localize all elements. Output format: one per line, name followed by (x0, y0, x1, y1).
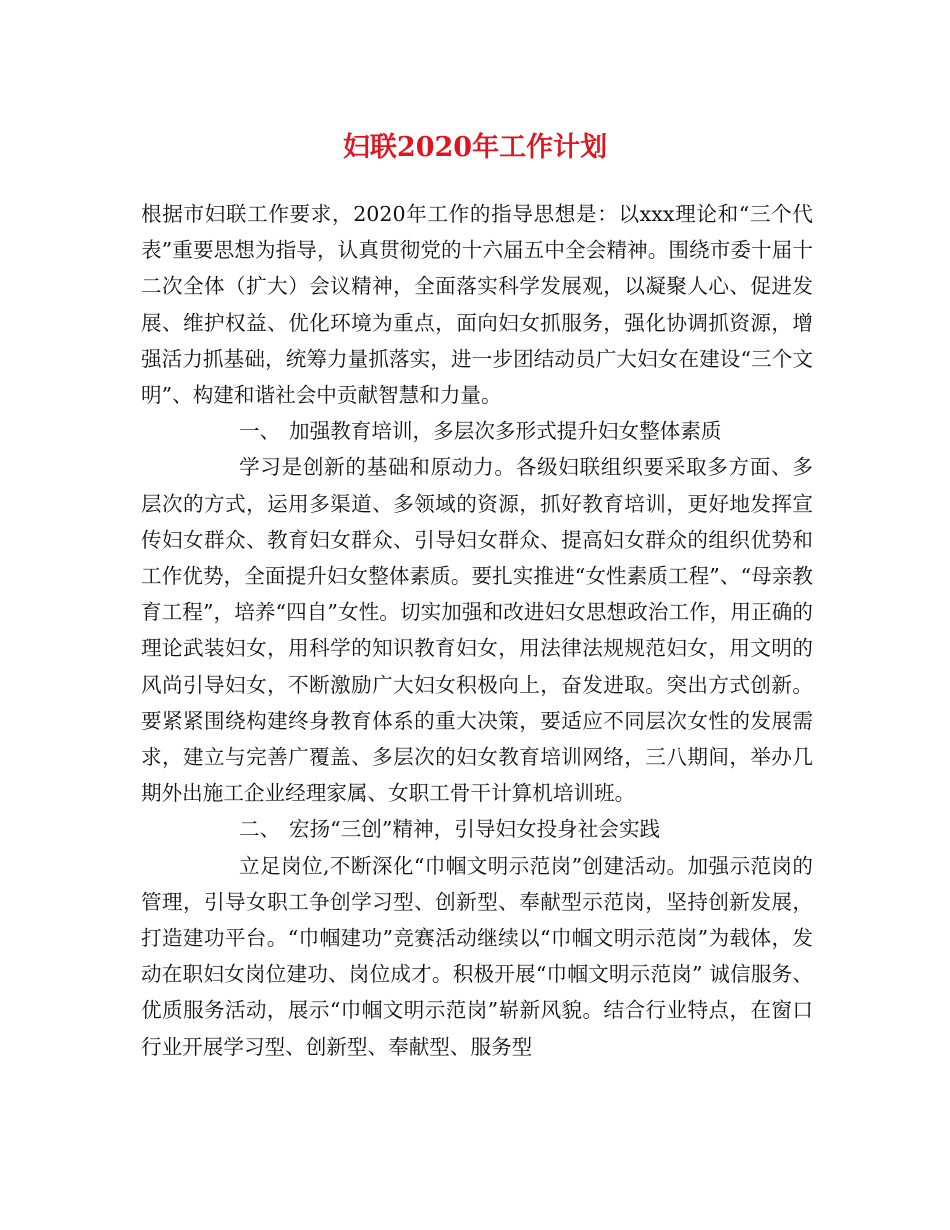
section-number-1: 一、 (239, 419, 281, 444)
intro-paragraph: 根据市妇联工作要求，2020年工作的指导思想是：以xxx理论和“三个代表”重要思想为指导，认真贯彻党的十六届五中全会精神。围绕市委十届十二次全体（扩大）会议精神，全面落实科学发展观，以凝聚人心、促进发展、维护权益、优化环境为重点，面向妇女抓服务，强化协调抓资源，增强活力抓基础，统筹力量抓落实，进一步团结动员广大妇女在建设“三个文明”、构建和谐社会中贡献智慧和力量。 (141, 202, 813, 408)
section-heading-text-2: 宏扬“三创”精神，引导妇女投身社会实践 (289, 817, 661, 842)
section-heading-text-1: 加强教育培训，多层次多形式提升妇女整体素质 (289, 419, 722, 444)
section-number-2: 二、 (239, 817, 281, 842)
section-heading-2 (141, 811, 813, 847)
section-body-2: 立足岗位,不断深化“巾帼文明示范岗”创建活动。加强示范岗的管理，引导女职工争创学习型、创新型、奉献型示范岗，坚持创新发展，打造建功平台。“巾帼建功”竞赛活动继续以“巾帼文明示范岗”为载体，发动在职妇女岗位建功、岗位成才。积极开展“巾帼文明示范岗” 诚信服务、优质服务活动，展示“巾帼文明示范岗”崭新风貌。结合行业特点，在窗口行业开展学习型、创新型、奉献型、服务型 (141, 853, 813, 1059)
section-heading-1 (141, 413, 813, 449)
document-title: 妇联2020年工作计划 (342, 132, 608, 163)
section-body-1: 学习是创新的基础和原动力。各级妇联组织要采取多方面、多层次的方式，运用多渠道、多领域的资源，抓好教育培训，更好地发挥宣传妇女群众、教育妇女群众、引导妇女群众、提高妇女群众的组织优势和工作优势，全面提升妇女整体素质。要扎实推进“女性素质工程”、“母亲教育工程”，培养“四自”女性。切实加强和改进妇女思想政治工作，用正确的理论武装妇女，用科学的知识教育妇女，用法律法规规范妇女，用文明的风尚引导妇女，不断激励广大妇女积极向上，奋发进取。突出方式创新。要紧紧围绕构建终身教育体系的重大决策，要适应不同层次女性的发展需求，建立与完善广覆盖、多层次的妇女教育培训网络，三八期间，举办几期外出施工企业经理家属、女职工骨干计算机培训班。 (141, 455, 813, 806)
document-body (141, 196, 813, 1065)
